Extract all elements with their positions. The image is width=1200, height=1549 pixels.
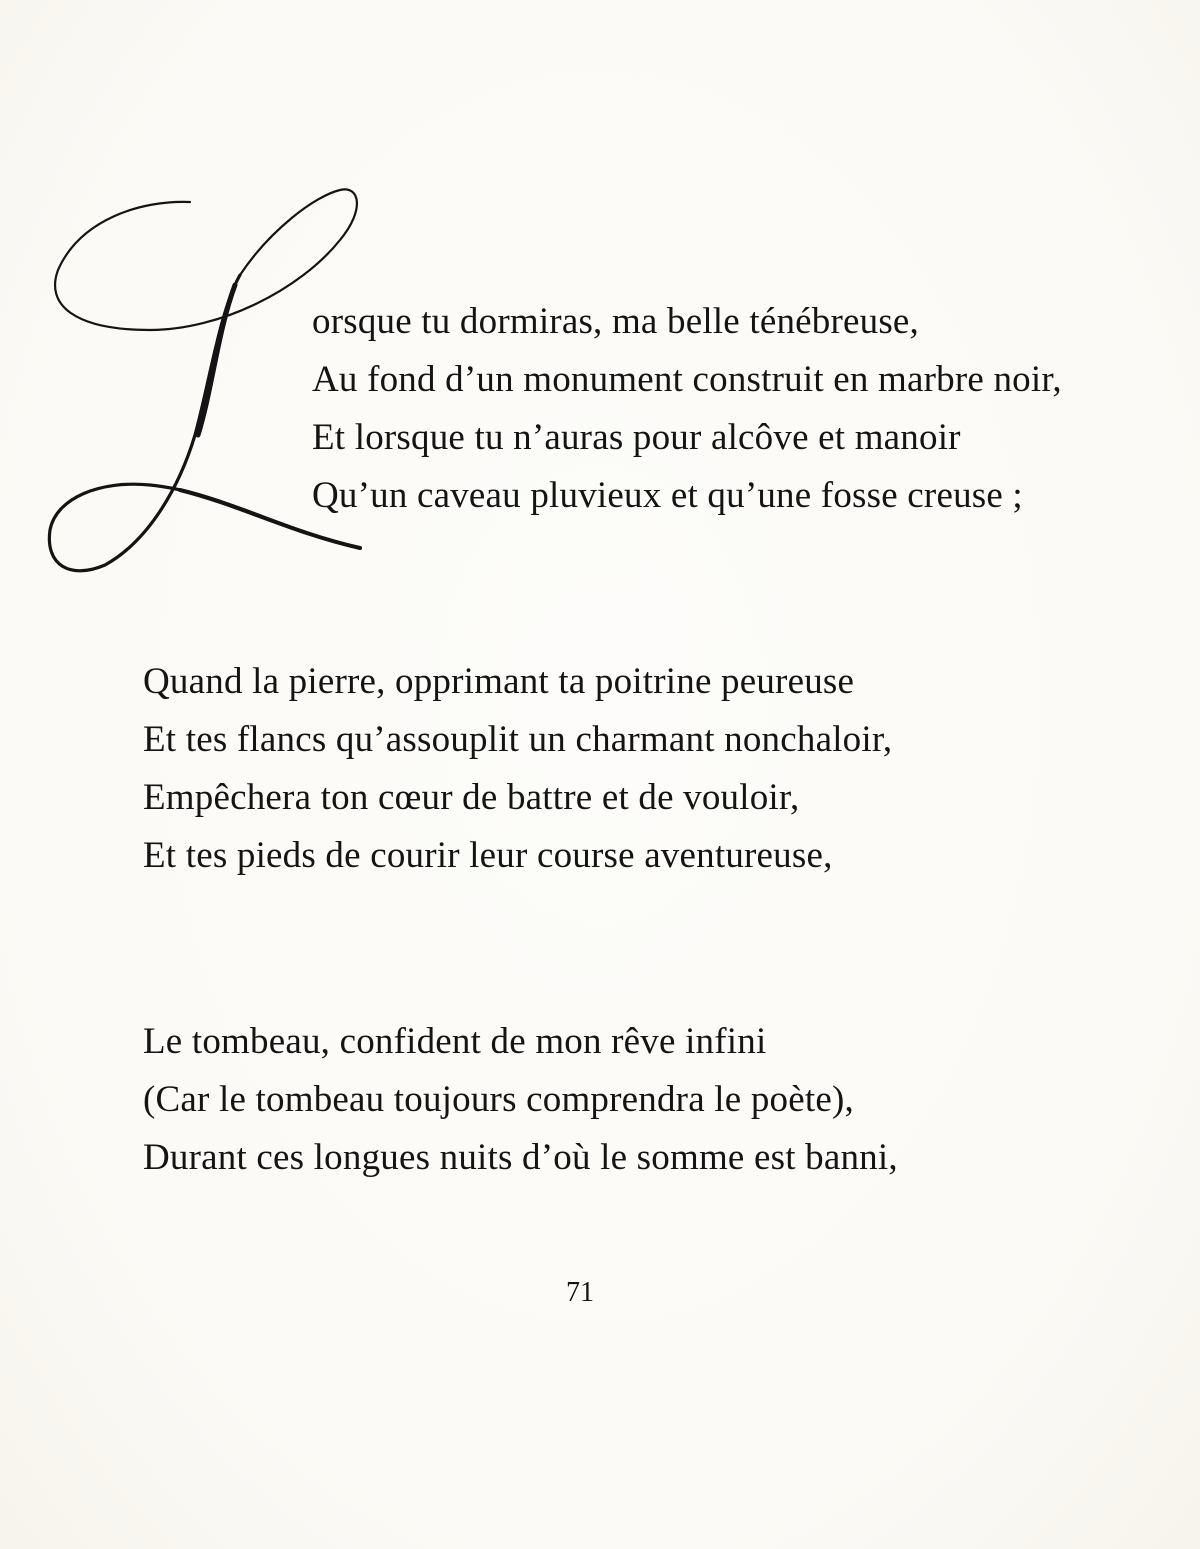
verse-line: Et tes pieds de courir leur course aventureuse, [143,835,833,876]
stanza-3 [143,1013,898,1187]
stanza-2 [143,653,892,885]
verse-line: Au fond d’un monument construit en marbre noir, [312,359,1062,400]
verse-line: Durant ces longues nuits d’où le somme est banni, [143,1137,898,1178]
verse-line: Et tes flancs qu’assouplit un charmant nonchaloir, [143,719,893,760]
verse-line: (Car le tombeau toujours comprendra le poète), [143,1079,854,1120]
verse-line: Empêchera ton cœur de battre et de vouloir, [143,777,800,818]
verse-line: Et lorsque tu n’auras pour alcôve et manoir [312,417,961,458]
verse-line: Le tombeau, confident de mon rêve infini [143,1021,767,1062]
verse-line: Quand la pierre, opprimant ta poitrine peureuse [143,661,855,702]
verse-line: orsque tu dormiras, ma belle ténébreuse, [312,301,919,342]
verse-line: Qu’un caveau pluvieux et qu’une fosse creuse ; [312,475,1023,516]
stanza-1 [312,293,1062,525]
page-number: 71 [566,1277,594,1308]
